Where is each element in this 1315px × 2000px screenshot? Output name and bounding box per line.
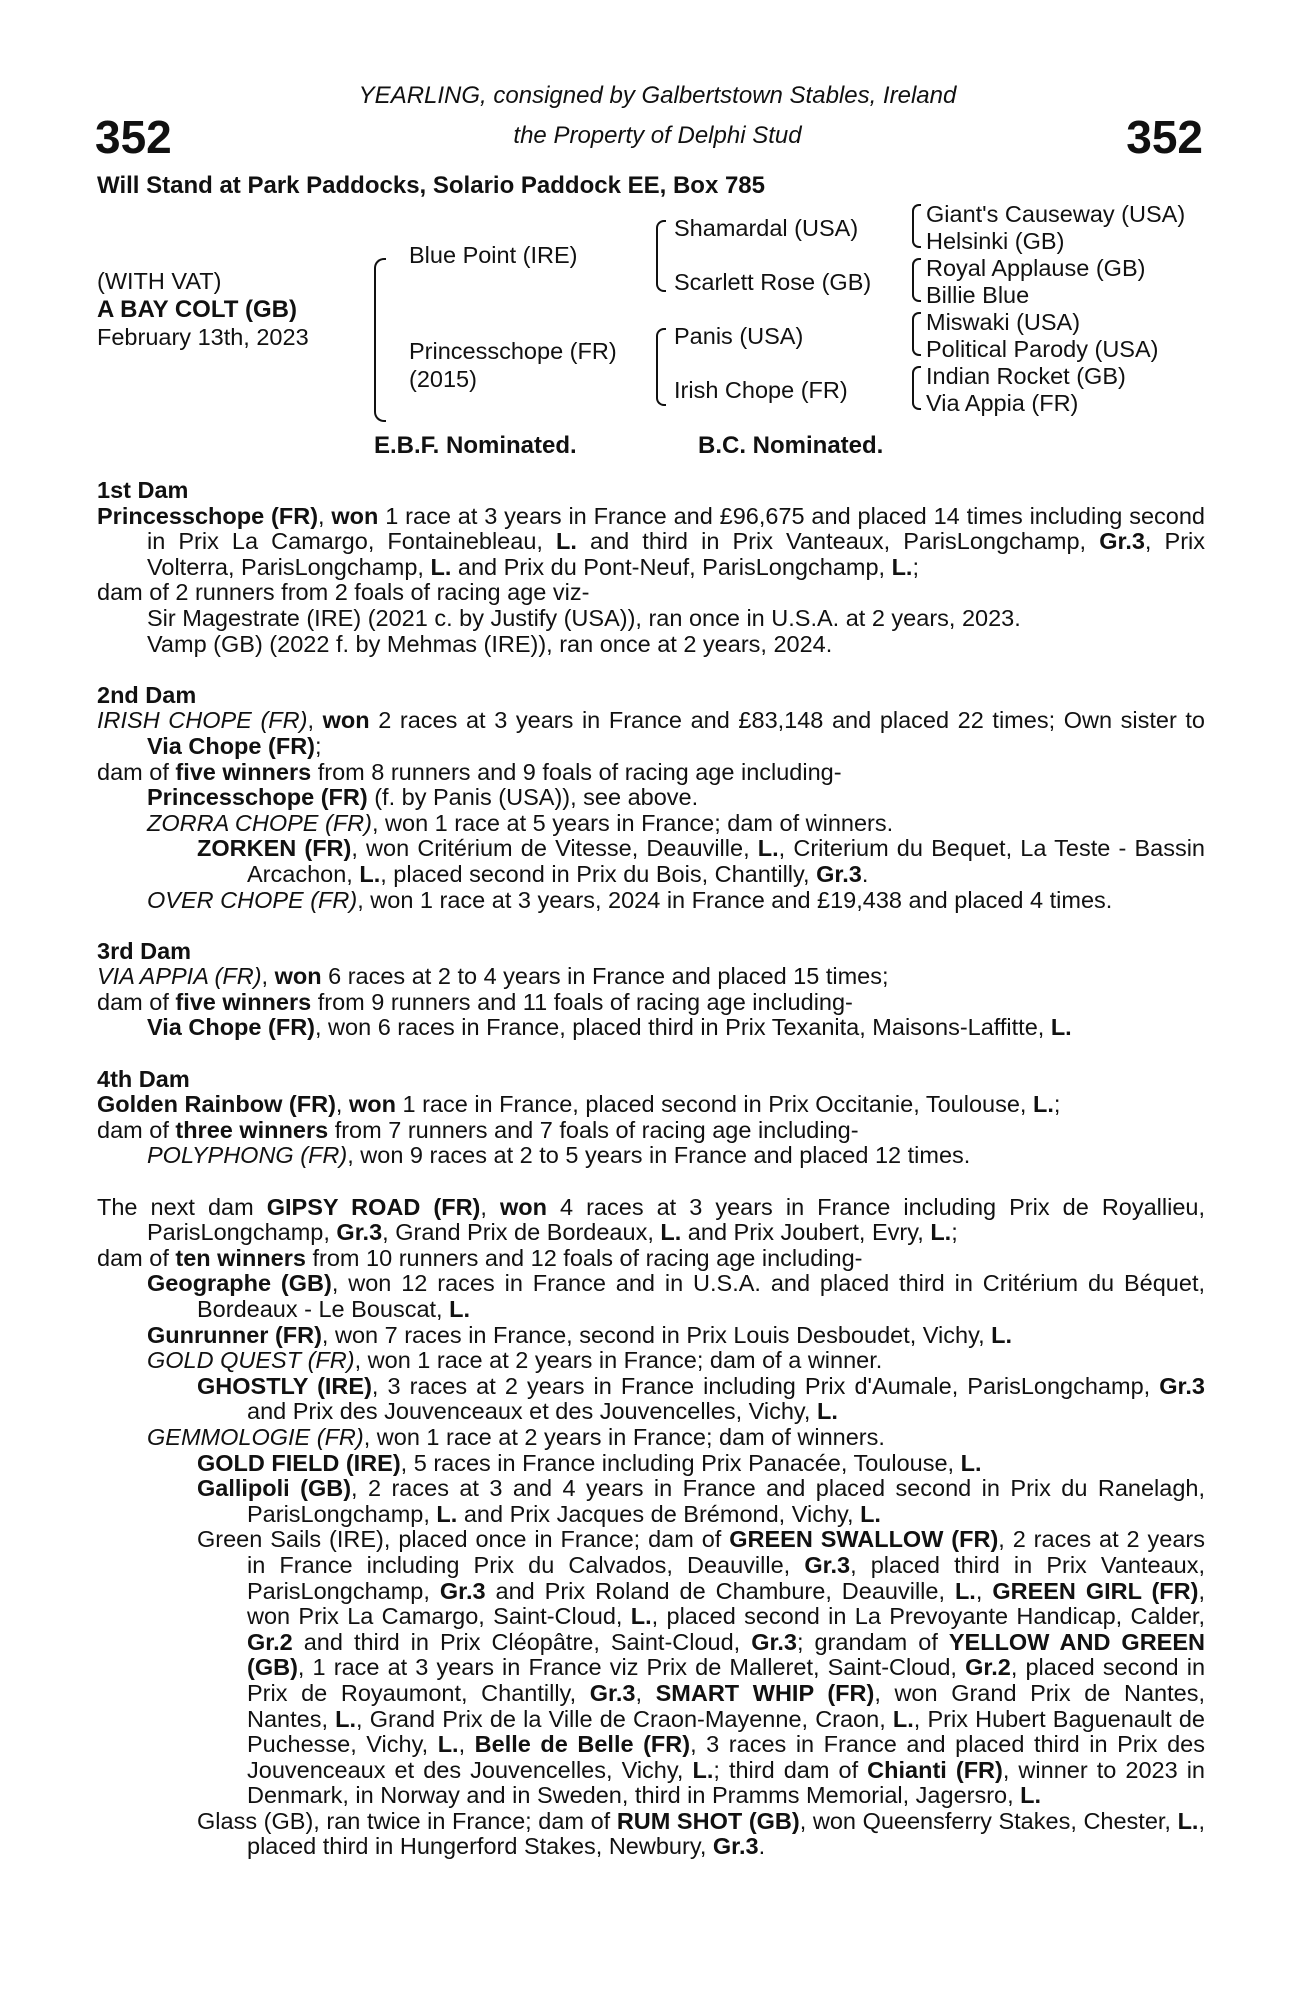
property-line: the Property of Delphi Stud — [513, 122, 802, 149]
geographe-record: Geographe (GB), won 12 races in France and in U.S.A. and placed third in Critérium du Béquet, Bordeaux - Le Bouscat, L. — [147, 1270, 1206, 1322]
third-dam-produce-1: Via Chope (FR), won 6 races in France, placed third in Prix Texanita, Maisons-Laffitte, L. — [147, 1014, 1072, 1041]
gemmologie-record: GEMMOLOGIE (FR), won 1 race at 2 years in France; dam of winners. — [147, 1423, 885, 1450]
dam-name: Princesschope (FR) — [409, 338, 617, 364]
irish-chope-brace — [912, 366, 921, 410]
sire-sire: Shamardal (USA) — [674, 215, 859, 241]
fourth-dam-produce-1: POLYPHONG (FR), won 9 races at 2 to 5 years in France and placed 12 times. — [147, 1142, 971, 1169]
stand-location: Will Stand at Park Paddocks, Solario Paddock EE, Box 785 — [97, 172, 766, 199]
ancestor-6: Political Parody (USA) — [926, 336, 1159, 362]
second-dam-heading: 2nd Dam — [97, 681, 197, 708]
glass-record: Glass (GB), ran twice in France; dam of RUM SHOT (GB), won Queensferry Stakes, Chester, L., placed third in Hungerford Stakes, Newbury, Gr.3. — [197, 1807, 1205, 1860]
panis-brace — [912, 312, 921, 356]
fourth-dam-produce: dam of three winners from 7 runners and 7 foals of racing age including- — [97, 1116, 859, 1143]
bc-nominated: B.C. Nominated. — [698, 432, 884, 459]
sire-brace — [656, 220, 666, 292]
lot-number-right: 352 — [1126, 111, 1203, 163]
first-dam-foal-2: Vamp (GB) (2022 f. by Mehmas (IRE)), ran once at 2 years, 2024. — [147, 630, 833, 657]
gallipoli-record: Gallipoli (GB), 2 races at 3 and 4 years in France and placed second in Prix du Ranelagh, ParisLongchamp, L. and Prix Jacques de Brémond, Vichy, L. — [197, 1475, 1205, 1527]
ancestor-2: Helsinki (GB) — [926, 228, 1065, 254]
family-record — [97, 478, 1205, 1860]
third-dam-produce: dam of five winners from 9 runners and 11 foals of racing age including- — [97, 988, 853, 1015]
ancestor-4: Billie Blue — [926, 282, 1030, 308]
second-dam-produce: dam of five winners from 8 runners and 9 foals of racing age including- — [97, 758, 842, 785]
second-dam-record: IRISH CHOPE (FR), won 2 races at 3 years in France and £83,148 and placed 22 times; Own sister to Via Chope (FR); — [97, 707, 1206, 759]
gold-quest-record: GOLD QUEST (FR), won 1 race at 2 years in France; dam of a winner. — [147, 1347, 883, 1374]
sire-dam: Scarlett Rose (GB) — [674, 269, 872, 295]
second-dam-produce-1: Princesschope (FR) (f. by Panis (USA)), see above. — [147, 784, 699, 811]
dam-sire: Panis (USA) — [674, 323, 804, 349]
shamardal-brace — [912, 204, 921, 248]
third-dam-record: VIA APPIA (FR), won 6 races at 2 to 4 years in France and placed 15 times; — [97, 963, 889, 990]
next-dam-produce: dam of ten winners from 10 runners and 12 foals of racing age including- — [97, 1244, 863, 1271]
ancestor-5: Miswaki (USA) — [926, 309, 1081, 335]
scarlett-rose-brace — [912, 258, 921, 302]
horse-name: A BAY COLT (GB) — [97, 296, 298, 323]
ancestor-3: Royal Applause (GB) — [926, 255, 1146, 281]
first-dam-foal-1: Sir Magestrate (IRE) (2021 c. by Justify (USA)), ran once in U.S.A. at 2 years, 2023. — [147, 604, 1021, 631]
dam-brace — [656, 328, 666, 406]
fourth-dam-record: Golden Rainbow (FR), won 1 race in France, placed second in Prix Occitanie, Toulouse, L.; — [97, 1091, 1061, 1118]
second-dam-produce-2: ZORRA CHOPE (FR), won 1 race at 5 years in France; dam of winners. — [147, 809, 894, 836]
foaling-date: February 13th, 2023 — [97, 324, 309, 350]
next-dam-record: The next dam GIPSY ROAD (FR), won 4 races at 3 years in France including Prix de Royallieu, ParisLongchamp, Gr.3, Grand Prix de Bordeaux, L. and Prix Joubert, Evry, L.; — [97, 1193, 1206, 1246]
fourth-dam-heading: 4th Dam — [97, 1065, 190, 1092]
ghostly-record: GHOSTLY (IRE), 3 races at 2 years in France including Prix d'Aumale, ParisLongchamp, Gr.3 and Prix des Jouvenceaux et des Jouvencelles, Vichy, L. — [197, 1372, 1205, 1425]
second-dam-produce-3: OVER CHOPE (FR), won 1 race at 3 years, 2024 in France and £19,438 and placed 4 times. — [147, 886, 1113, 913]
gunrunner-record: Gunrunner (FR), won 7 races in France, second in Prix Louis Desboudet, Vichy, L. — [147, 1321, 1013, 1348]
consignment-line: YEARLING, consigned by Galbertstown Stables, Ireland — [358, 82, 957, 109]
third-dam-heading: 3rd Dam — [97, 937, 192, 964]
first-dam-record: Princesschope (FR), won 1 race at 3 years in France and £96,675 and placed 14 times including second in Prix La Camargo, Fontainebleau, L. and third in Prix Vanteaux, ParisLongchamp, Gr.3, Prix Volterra, ParisLongchamp, L. and Prix du Pont-Neuf, ParisLongchamp, L.; — [97, 502, 1206, 580]
sire-name: Blue Point (IRE) — [409, 242, 578, 268]
ancestor-1: Giant's Causeway (USA) — [926, 201, 1186, 227]
ancestor-7: Indian Rocket (GB) — [926, 363, 1126, 389]
ancestor-8: Via Appia (FR) — [926, 390, 1079, 416]
lot-number-left: 352 — [95, 111, 172, 163]
vat-note: (WITH VAT) — [97, 268, 222, 294]
pedigree-main-brace — [374, 258, 386, 422]
dam-year: (2015) — [409, 366, 477, 392]
gold-field-record: GOLD FIELD (IRE), 5 races in France including Prix Panacée, Toulouse, L. — [197, 1449, 982, 1476]
dam-dam: Irish Chope (FR) — [674, 377, 848, 403]
second-dam-grandproduce-1: ZORKEN (FR), won Critérium de Vitesse, Deauville, L., Criterium du Bequet, La Teste - Bassin Arcachon, L., placed second in Prix du Bois, Chantilly, Gr.3. — [197, 835, 1205, 887]
ebf-nominated: E.B.F. Nominated. — [374, 432, 577, 459]
green-sails-record: Green Sails (IRE), placed once in France; dam of GREEN SWALLOW (FR), 2 races at 2 years in France including Prix du Calvados, Deauville, Gr.3, placed third in Prix Vanteaux, ParisLongchamp, Gr.3 and Prix Roland de Chambure, Deauville, L., GREEN GIRL (FR), won Prix La Camargo, Saint-Cloud, L., placed second in La Prevoyante Handicap, Calder, Gr.2 and third in Prix Cléopâtre, Saint-Cloud, Gr.3; grandam of YELLOW AND GREEN (GB), 1 race at 3 years in France viz Prix de Malleret, Saint-Cloud, Gr.2, placed second in Prix de Royaumont, Chantilly, Gr.3, SMART WHIP (FR), won Grand Prix de Nantes, Nantes, L., Grand Prix de la Ville de Craon-Mayenne, Craon, L., Prix Hubert Baguenault de Puchesse, Vichy, L., Belle de Belle (FR), 3 races in France and placed third in Prix des Jouvenceaux et des Jouvencelles, Vichy, L.; third dam of Chianti (FR), winner to 2023 in Denmark, in Norway and in Sweden, third in Pramms Memorial, Jagersro, L. — [197, 1526, 1206, 1809]
first-dam-produce: dam of 2 runners from 2 foals of racing age viz- — [97, 579, 590, 606]
first-dam-heading: 1st Dam — [97, 477, 189, 503]
